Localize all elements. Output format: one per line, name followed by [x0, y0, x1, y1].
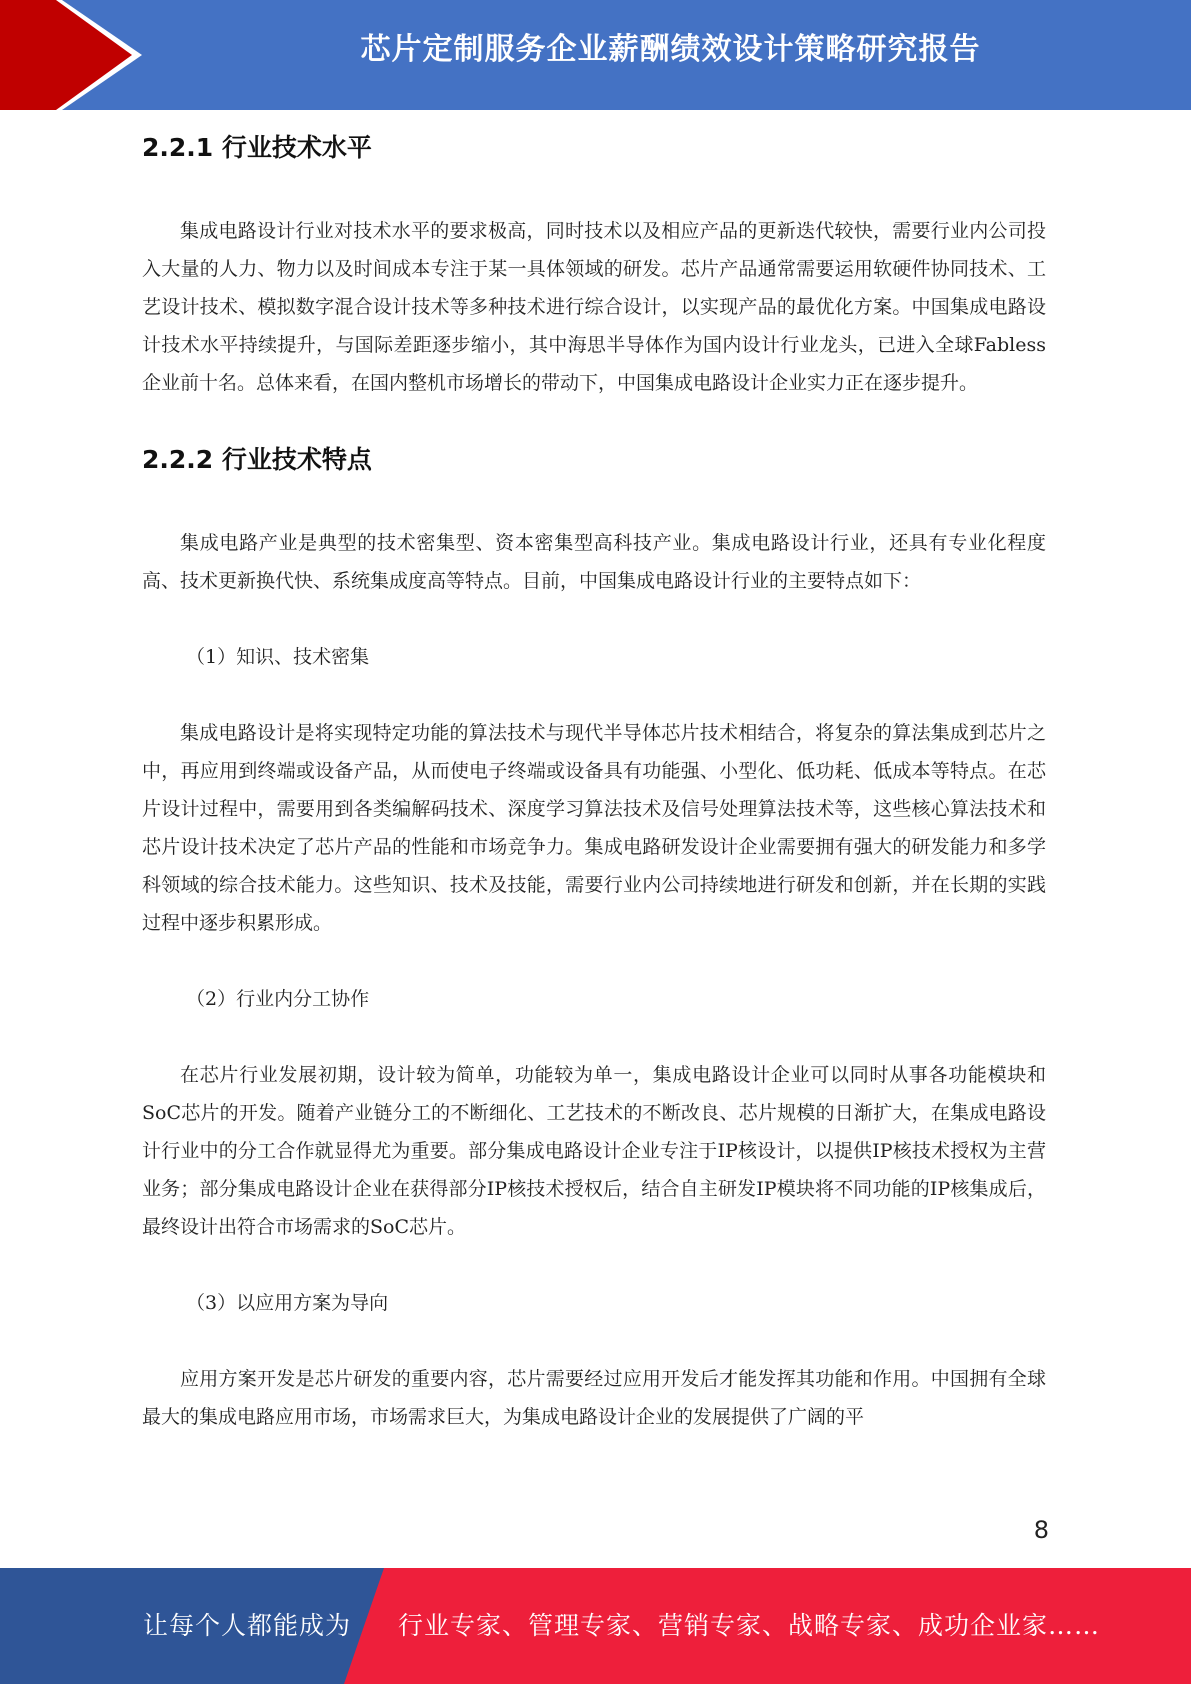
item-heading-3: （3）以应用方案为导向	[186, 1292, 389, 1314]
footer-banner	[0, 1568, 1191, 1684]
paragraph: 集成电路设计行业对技术水平的要求极高，同时技术以及相应产品的更新迭代较快，需要行业内公司投入大量的人力、物力以及时间成本专注于某一具体领域的研发。芯片产品通常需要运用软硬件协同技术、工艺设计技术、模拟数字混合设计技术等多种技术进行综合设计，以实现产品的最优化方案。中国集成电路设计技术水平持续提升，与国际差距逐步缩小，其中海思半导体作为国内设计行业龙头，已进入全球Fabless企业前十名。总体来看，在国内整机市场增长的带动下，中国集成电路设计企业实力正在逐步提升。	[142, 220, 1046, 394]
paragraph: 集成电路产业是典型的技术密集型、资本密集型高科技产业。集成电路设计行业，还具有专业化程度高、技术更新换代快、系统集成度高等特点。目前，中国集成电路设计行业的主要特点如下：	[142, 532, 1046, 592]
page-number: 8	[1033, 1516, 1049, 1544]
page-content	[142, 128, 1046, 1436]
paragraph: 在芯片行业发展初期，设计较为简单，功能较为单一，集成电路设计企业可以同时从事各功能模块和SoC芯片的开发。随着产业链分工的不断细化、工艺技术的不断改良、芯片规模的日渐扩大，在集成电路设计行业中的分工合作就显得尤为重要。部分集成电路设计企业专注于IP核设计，以提供IP核技术授权为主营业务；部分集成电路设计企业在获得部分IP核技术授权后，结合自主研发IP模块将不同功能的IP核集成后，最终设计出符合市场需求的SoC芯片。	[142, 1064, 1046, 1238]
item-heading-1: （1）知识、技术密集	[186, 646, 370, 668]
footer-slogan-right: 行业专家、管理专家、营销专家、战略专家、成功企业家……	[398, 1611, 1101, 1640]
header-banner	[0, 0, 1191, 110]
header-chevron-icon	[0, 0, 150, 110]
section-heading-2-2-2: 2.2.2 行业技术特点	[142, 445, 372, 474]
footer-slogan-left: 让每个人都能成为	[143, 1611, 352, 1640]
section-heading-2-2-1: 2.2.1 行业技术水平	[142, 133, 372, 162]
paragraph: 应用方案开发是芯片研发的重要内容，芯片需要经过应用开发后才能发挥其功能和作用。中国拥有全球最大的集成电路应用市场，市场需求巨大，为集成电路设计企业的发展提供了广阔的平	[142, 1368, 1046, 1428]
paragraph: 集成电路设计是将实现特定功能的算法技术与现代半导体芯片技术相结合，将复杂的算法集成到芯片之中，再应用到终端或设备产品，从而使电子终端或设备具有功能强、小型化、低功耗、低成本等特点。在芯片设计过程中，需要用到各类编解码技术、深度学习算法技术及信号处理算法技术等，这些核心算法技术和芯片设计技术决定了芯片产品的性能和市场竞争力。集成电路研发设计企业需要拥有强大的研发能力和多学科领域的综合技术能力。这些知识、技术及技能，需要行业内公司持续地进行研发和创新，并在长期的实践过程中逐步积累形成。	[142, 722, 1046, 934]
report-title: 芯片定制服务企业薪酬绩效设计策略研究报告	[360, 32, 981, 67]
item-heading-2: （2）行业内分工协作	[186, 988, 370, 1010]
